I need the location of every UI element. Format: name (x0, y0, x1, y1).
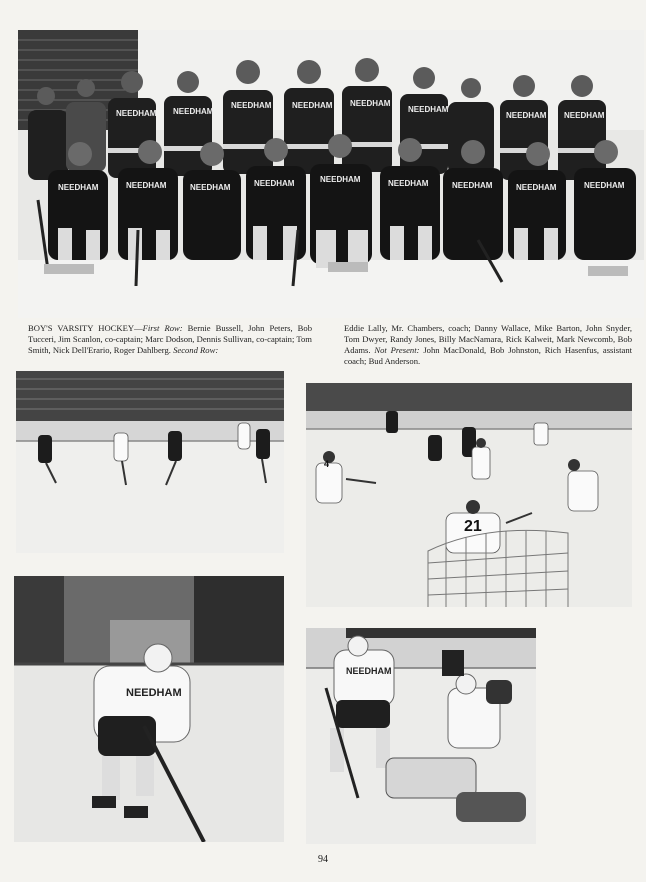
caption-row2-text: Eddie Lally, Mr. Chambers, coach; Danny Wallace, Mike Barton, John Snyder, Tom Dwyer, Randy Jones, Billy MacNamara, Rick Kalweit, Mark Newcomb, Bob Adams. (344, 323, 632, 355)
player-number-21: 21 (464, 518, 482, 535)
team-photo-image (18, 30, 644, 318)
team-photo (18, 30, 644, 318)
action-photo-skater (14, 576, 284, 842)
action-photo-goalie (306, 628, 536, 844)
team-photo-jersey-name: NEEDHAM (350, 99, 391, 108)
page-number: 94 (318, 854, 328, 865)
team-photo-jersey-name: NEEDHAM (506, 111, 547, 120)
action-photo-goalie-image (306, 628, 536, 844)
team-photo-jersey-name: NEEDHAM (584, 181, 625, 190)
action-photo-goal-crease (306, 383, 632, 607)
caption-row1-label: First Row: (142, 323, 183, 333)
caption-column-right (344, 323, 632, 367)
caption-heading: BOY'S VARSITY HOCKEY (28, 323, 135, 333)
team-photo-jersey-name: NEEDHAM (190, 183, 231, 192)
skater-jersey-name: NEEDHAM (346, 666, 392, 676)
caption-row1-text: Bernie Bussell, John Peters, Bob Tucceri, Jim Scanlon, co-captain; Marc Dodson, Dennis Sullivan, co-captain; Tom Smith, Nick Dell'Erario, Roger Dahlberg. (28, 323, 313, 355)
action-photo-rink-wide-image (16, 371, 284, 553)
team-photo-jersey-name: NEEDHAM (231, 101, 272, 110)
action-photo-skater-image (14, 576, 284, 842)
team-photo-jersey-name: NEEDHAM (408, 105, 449, 114)
team-photo-jersey-name: NEEDHAM (320, 175, 361, 184)
caption-row2-label: Second Row: (173, 345, 219, 355)
caption-not-present-text: John MacDonald, Bob Johnston, Rich Hasenfus, assistant coach; Bud Anderson. (344, 345, 632, 366)
team-photo-jersey-name: NEEDHAM (126, 181, 167, 190)
action-photo-rink-wide (16, 371, 284, 553)
caption-column-left: BOY'S VARSITY HOCKEY—First Row: Bernie Bussell, John Peters, Bob Tucceri, Jim Scanlon, co-captain; Marc Dodson, Dennis Sullivan, co-captain; Tom Smith, Nick Dell'Erario, Roger Dahlberg. Second Row: (28, 323, 313, 355)
team-photo-jersey-name: NEEDHAM (292, 101, 333, 110)
team-photo-jersey-name: NEEDHAM (564, 111, 605, 120)
team-photo-jersey-name: NEEDHAM (516, 183, 557, 192)
team-photo-jersey-name: NEEDHAM (58, 183, 99, 192)
team-photo-jersey-name: NEEDHAM (254, 179, 295, 188)
team-photo-jersey-name: NEEDHAM (116, 109, 157, 118)
caption-not-present-label: Not Present: (374, 345, 420, 355)
skater-jersey-name: NEEDHAM (126, 687, 182, 699)
action-photo-goal-crease-image (306, 383, 632, 607)
player-number-4: 4 (324, 459, 330, 469)
team-photo-jersey-name: NEEDHAM (173, 107, 214, 116)
team-photo-jersey-name: NEEDHAM (388, 179, 429, 188)
team-photo-jersey-name: NEEDHAM (452, 181, 493, 190)
